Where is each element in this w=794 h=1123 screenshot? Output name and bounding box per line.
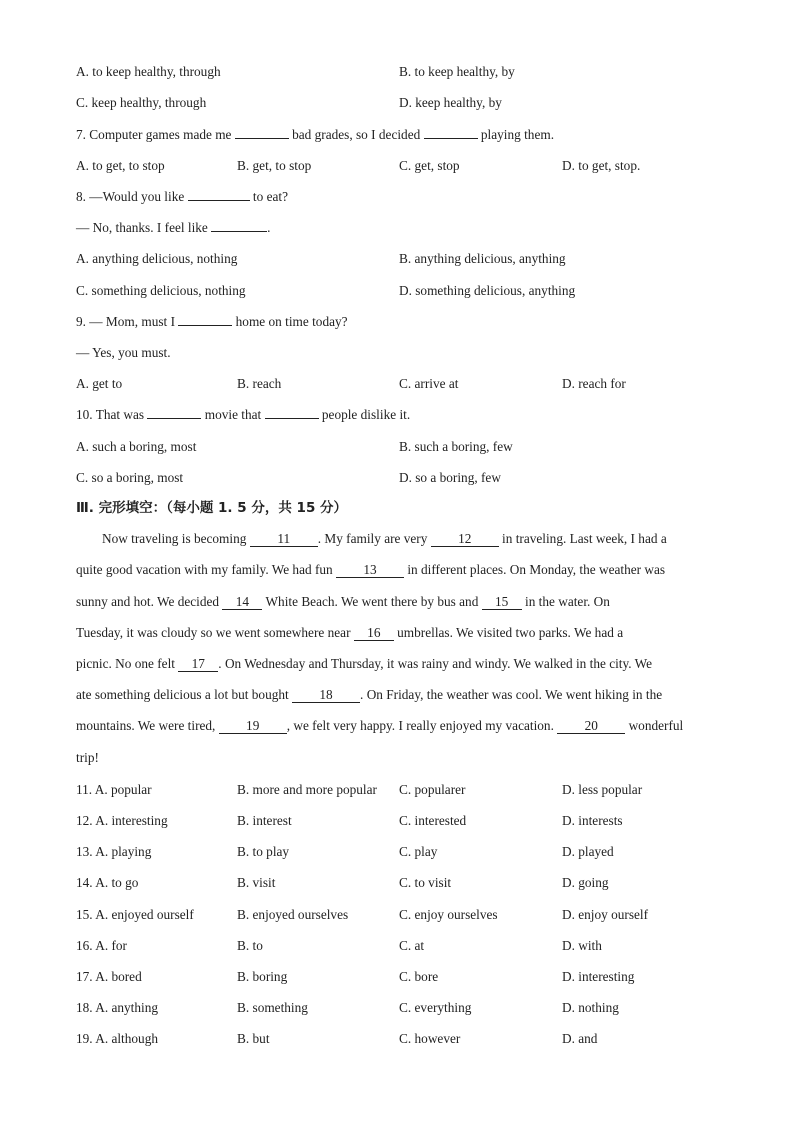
passage-line-1 (102, 531, 722, 547)
q10-option-b: B. such a boring, few (399, 439, 513, 454)
q10-stem (76, 406, 730, 424)
answer-blank (424, 126, 478, 139)
option-d: D. nothing (562, 1000, 619, 1015)
q9-option-a: A. get to (76, 376, 123, 391)
option-b: B. something (237, 1000, 308, 1015)
blank-19: 19 (219, 719, 287, 734)
answer-blank (188, 188, 250, 201)
option-c: C. to visit (399, 875, 452, 890)
q10-stem-part-3: people dislike it. (321, 407, 411, 422)
q7-option-d: D. to get, stop. (562, 158, 641, 173)
blank-16: 16 (354, 626, 394, 641)
q6-option-c: C. keep healthy, through (76, 95, 207, 110)
passage-text: mountains. We were tired, (76, 718, 216, 733)
passage-text: in different places. On Monday, the weather was (407, 562, 666, 577)
option-c: C. bore (399, 969, 439, 984)
option-a: 12. A. interesting (76, 813, 168, 828)
option-b: B. but (237, 1031, 270, 1046)
passage-text: sunny and hot. We decided (76, 594, 220, 609)
passage-text: , we felt very happy. I really enjoyed my vacation. (286, 718, 554, 733)
q8-stem-part-1: 8. —Would you like (76, 189, 185, 204)
q7-option-b: B. get, to stop (237, 158, 312, 173)
option-d: D. interesting (562, 969, 635, 984)
q6-option-d: D. keep healthy, by (399, 95, 502, 110)
passage-text: ate something delicious a lot but bought (76, 687, 289, 702)
option-d: D. less popular (562, 782, 643, 797)
answer-blank (211, 219, 267, 232)
option-b: B. interest (237, 813, 292, 828)
option-c: C. however (399, 1031, 461, 1046)
passage-line-6 (76, 687, 722, 703)
q9-stem-part-1: 9. — Mom, must I (76, 314, 175, 329)
q7-stem-part-3: playing them. (480, 127, 555, 142)
passage-line-2 (76, 562, 722, 578)
option-c: C. popularer (399, 782, 466, 797)
option-a: 15. A. enjoyed ourself (76, 907, 194, 922)
blank-20: 20 (557, 719, 625, 734)
q9-option-b: B. reach (237, 376, 282, 391)
passage-text: in traveling. Last week, I had a (502, 531, 667, 546)
q10-stem-part-1: 10. That was (76, 407, 145, 422)
q10-stem-part-2: movie that (204, 407, 262, 422)
passage-text: wonderful (628, 718, 684, 733)
q8-option-a: A. anything delicious, nothing (76, 251, 238, 266)
option-a: 16. A. for (76, 938, 127, 953)
q8-reply-end: . (267, 220, 271, 235)
blank-15: 15 (482, 595, 522, 610)
option-b: B. visit (237, 875, 276, 890)
q10-option-d: D. so a boring, few (399, 470, 501, 485)
passage-text: . My family are very (317, 531, 428, 546)
option-a: 19. A. although (76, 1031, 158, 1046)
blank-18: 18 (292, 688, 360, 703)
option-d: D. with (562, 938, 602, 953)
q7-option-a: A. to get, to stop (76, 158, 165, 173)
option-c: C. interested (399, 813, 467, 828)
passage-line-5 (76, 656, 722, 672)
passage-text: in the water. On (525, 594, 610, 609)
q8-stem-part-2: to eat? (252, 189, 288, 204)
passage-line-7 (76, 718, 722, 734)
option-a: 17. A. bored (76, 969, 142, 984)
option-c: C. play (399, 844, 438, 859)
answer-blank (178, 313, 232, 326)
q6-option-b: B. to keep healthy, by (399, 64, 515, 79)
passage-line-4 (76, 625, 722, 641)
option-b: B. to play (237, 844, 290, 859)
option-d: D. going (562, 875, 609, 890)
option-a: 13. A. playing (76, 844, 152, 859)
q8-option-d: D. something delicious, anything (399, 283, 576, 298)
q9-option-d: D. reach for (562, 376, 626, 391)
q7-stem-part-2: bad grades, so I decided (292, 127, 421, 142)
passage-text: . On Wednesday and Thursday, it was rainy and windy. We walked in the city. We (218, 656, 653, 671)
option-c: C. enjoy ourselves (399, 907, 498, 922)
blank-11: 11 (250, 532, 318, 547)
q8-option-b: B. anything delicious, anything (399, 251, 566, 266)
passage-text: Tuesday, it was cloudy so we went somewhere near (76, 625, 351, 640)
option-d: D. played (562, 844, 614, 859)
q8-reply-text: — No, thanks. I feel like (76, 220, 208, 235)
passage-text: umbrellas. We visited two parks. We had a (397, 625, 624, 640)
q9-stem (76, 313, 730, 331)
q9-option-c: C. arrive at (399, 376, 459, 391)
q7-stem (76, 126, 730, 144)
option-b: B. more and more popular (237, 782, 377, 797)
q7-option-c: C. get, stop (399, 158, 460, 173)
answer-blank (265, 406, 319, 419)
answer-blank (235, 126, 289, 139)
q8-reply (76, 219, 730, 237)
option-b: B. to (237, 938, 263, 953)
option-d: D. interests (562, 813, 623, 828)
q8-option-c: C. something delicious, nothing (76, 283, 246, 298)
blank-12: 12 (431, 532, 499, 547)
q10-option-c: C. so a boring, most (76, 470, 184, 485)
q8-stem (76, 188, 730, 206)
option-a: 14. A. to go (76, 875, 139, 890)
option-d: D. enjoy ourself (562, 907, 649, 922)
answer-blank (147, 406, 201, 419)
option-c: C. at (399, 938, 425, 953)
passage-text: quite good vacation with my family. We had fun (76, 562, 333, 577)
q6-option-a: A. to keep healthy, through (76, 64, 221, 79)
option-b: B. enjoyed ourselves (237, 907, 349, 922)
passage-text: picnic. No one felt (76, 656, 175, 671)
option-a: 18. A. anything (76, 1000, 158, 1015)
option-d: D. and (562, 1031, 598, 1046)
passage-text: Now traveling is becoming (102, 531, 247, 546)
passage-text: . On Friday, the weather was cool. We went hiking in the (360, 687, 663, 702)
passage-line-8: trip! (76, 750, 99, 765)
passage-line-3 (76, 594, 722, 610)
q9-reply: — Yes, you must. (76, 345, 171, 360)
section-title: Ⅲ. 完形填空：（每小题 1. 5 分，共 15 分） (76, 500, 348, 516)
blank-13: 13 (336, 563, 404, 578)
blank-14: 14 (222, 595, 262, 610)
q7-stem-part-1: 7. Computer games made me (76, 127, 232, 142)
q9-stem-part-2: home on time today? (235, 314, 348, 329)
blank-17: 17 (178, 657, 218, 672)
passage-text: White Beach. We went there by bus and (265, 594, 479, 609)
option-b: B. boring (237, 969, 288, 984)
option-a: 11. A. popular (76, 782, 152, 797)
option-c: C. everything (399, 1000, 472, 1015)
q10-option-a: A. such a boring, most (76, 439, 197, 454)
